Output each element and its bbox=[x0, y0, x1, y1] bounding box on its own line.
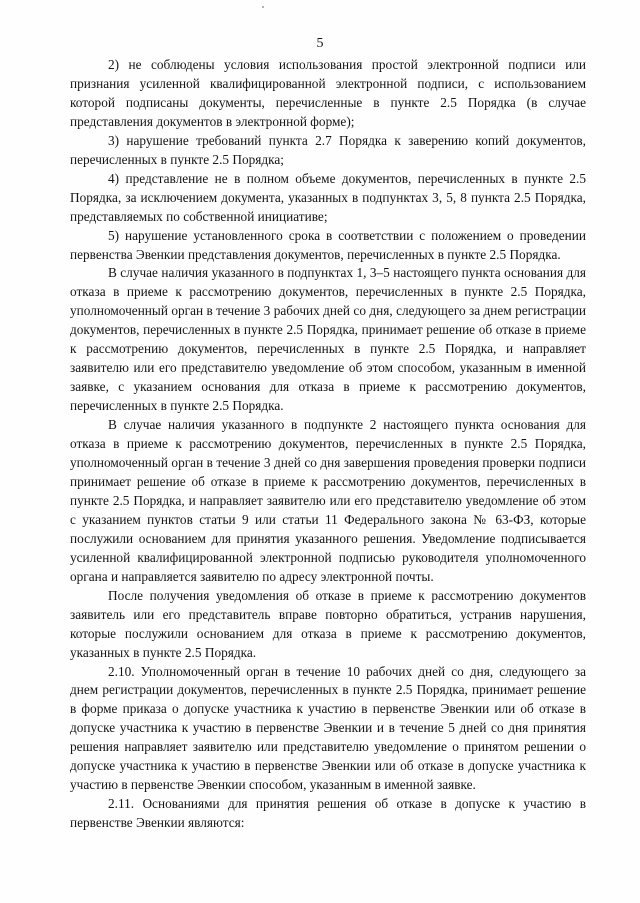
scan-speck bbox=[262, 6, 264, 8]
paragraph-subitem-2: 2) не соблюдены условия использования простой электронной подписи или признания усиленной квалифицированной электронной подписи, с использованием которой подписаны документы, перечисленные в пункте 2.5 Порядка (в случае представления документов в электронной форме); bbox=[70, 57, 586, 129]
document-body bbox=[70, 56, 586, 833]
paragraph-subitem-5: 5) нарушение установленного срока в соответствии с положением о проведении первенства Эвенкии представления документов, перечисленных в пункте 2.5 Порядка. bbox=[70, 227, 586, 262]
paragraph-clause-2-11: 2.11. Основаниями для принятия решения об отказе в допуске к участию в первенстве Эвенкии являются: bbox=[70, 796, 586, 831]
page-number: 5 bbox=[316, 36, 324, 51]
paragraph-subitem-4: 4) представление не в полном объеме документов, перечисленных в пункте 2.5 Порядка, за исключением документа, указанных в подпунктах 3, 5, 8 пункта 2.5 Порядка, представляемых по собственной инициативе; bbox=[70, 170, 586, 224]
paragraph-refusal-items-1-3-5: В случае наличия указанного в подпунктах 1, 3–5 настоящего пункта основания для отказа в приеме к рассмотрению документов, перечисленных в пункте 2.5 Порядка, уполномоченный орган в течение 3 рабочих дней со дня, следующего за днем регистрации документов, перечисленных в пункте 2.5 Порядка, принимает решение об отказе в приеме к рассмотрению документов, перечисленных в пункте 2.5 Порядка, и направляет заявителю или его представителю уведомление об этом способом, указанным в именной заявке, с указанием основания для отказа в приеме к рассмотрению документов, перечисленных в пункте 2.5 Порядка. bbox=[70, 265, 586, 414]
paragraph-subitem-3: 3) нарушение требований пункта 2.7 Порядка к заверению копий документов, перечисленных в пункте 2.5 Порядка; bbox=[70, 132, 586, 167]
paragraph-refusal-item-2: В случае наличия указанного в подпункте 2 настоящего пункта основания для отказа в приеме к рассмотрению документов, перечисленных в пункте 2.5 Порядка, уполномоченный орган в течение 3 дней со дня завершения проведения проверки подписи принимает решение об отказе в приеме к рассмотрению документов, перечисленных в пункте 2.5 Порядка, и направляет заявителю или его представителю уведомление об этом с указанием пунктов статьи 9 или статьи 11 Федерального закона № 63-ФЗ, которые послужили основанием для принятия указанного решения. Уведомление подписывается усиленной квалифицированной электронной подписью руководителя уполномоченного органа и направляется заявителю по адресу электронной почты. bbox=[70, 417, 586, 584]
paragraph-clause-2-10: 2.10. Уполномоченный орган в течение 10 рабочих дней со дня, следующего за днем регистрации документов, перечисленных в пункте 2.5 Порядка, принимает решение в форме приказа о допуске участника к участию в первенстве Эвенкии или об отказе в допуске участника к участию в первенстве Эвенкии и в течение 5 дней со дня принятия решения направляет заявителю или представителю уведомление о принятом решении о допуске участника к участию в первенстве Эвенкии или об отказе в допуске участника к участию в первенстве Эвенкии способом, указанным в именной заявке. bbox=[70, 663, 586, 793]
paragraph-resubmission: После получения уведомления об отказе в приеме к рассмотрению документов заявитель или его представитель вправе повторно обратиться, устранив нарушения, которые послужили основанием для отказа в приеме к рассмотрению документов, указанных в пункте 2.5 Порядка. bbox=[70, 587, 586, 660]
